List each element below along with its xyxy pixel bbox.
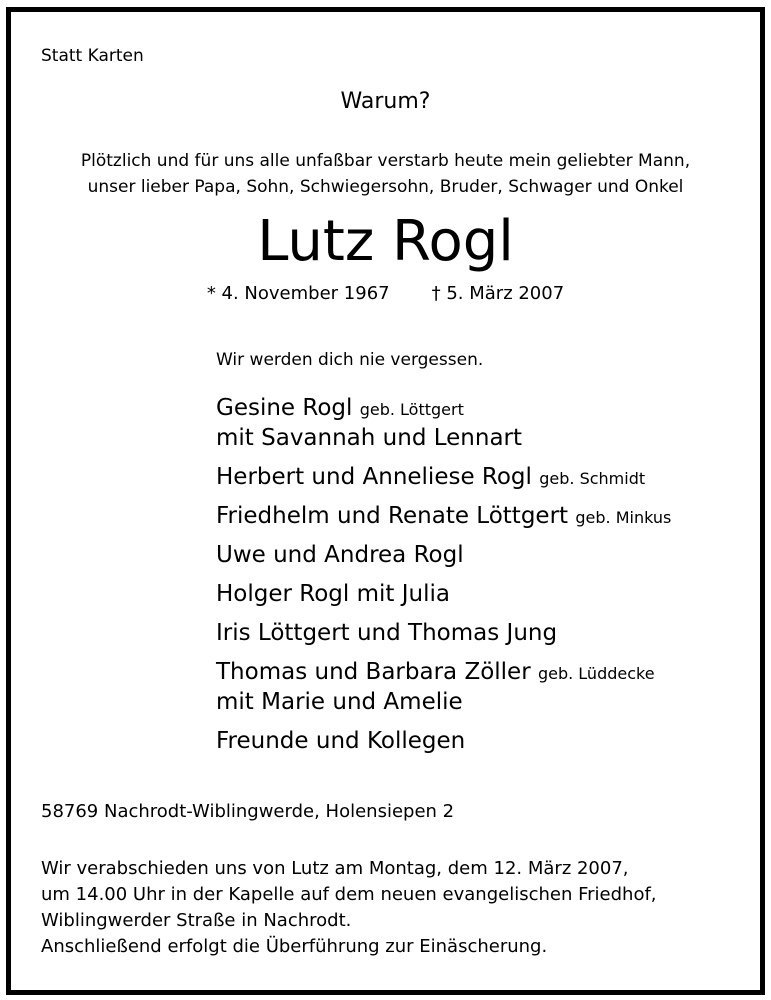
mourner-line xyxy=(216,466,645,489)
maiden-name: geb. Löttgert xyxy=(359,400,464,419)
mourner-line xyxy=(216,622,557,645)
statt-karten-label: Statt Karten xyxy=(41,46,144,66)
mourner-name: Gesine Rogl xyxy=(216,395,353,421)
obituary-notice xyxy=(6,7,765,995)
mourner-line xyxy=(216,583,450,606)
cremation-note: Anschließend erfolgt die Überführung zur Einäscherung. xyxy=(41,936,548,957)
mourner-line xyxy=(216,505,671,528)
mourner-line xyxy=(216,544,464,567)
mourner-name: Iris Löttgert und Thomas Jung xyxy=(216,620,558,646)
mourner-line xyxy=(216,397,464,420)
mourner-name: mit Savannah und Lennart xyxy=(216,425,523,451)
deceased-name: Lutz Rogl xyxy=(257,209,514,274)
mourner-line xyxy=(216,730,465,753)
maiden-name: geb. Schmidt xyxy=(539,469,646,488)
maiden-name: geb. Lüddecke xyxy=(537,664,655,683)
mourner-name: mit Marie und Amelie xyxy=(216,689,463,715)
funeral-details xyxy=(41,856,657,934)
mourner-line xyxy=(216,691,463,714)
warum-heading: Warum? xyxy=(340,89,431,114)
motto: Wir werden dich nie vergessen. xyxy=(216,350,484,370)
address: 58769 Nachrodt-Wiblingwerde, Holensiepen 2 xyxy=(41,801,455,822)
funeral-line-2: um 14.00 Uhr in der Kapelle auf dem neuen evangelischen Friedhof, xyxy=(41,884,657,905)
mourner-name: Uwe und Andrea Rogl xyxy=(216,542,464,568)
mourner-name: Freunde und Kollegen xyxy=(216,728,466,754)
mourner-name: Holger Rogl mit Julia xyxy=(216,581,450,607)
funeral-line-1: Wir verabschieden uns von Lutz am Montag, dem 12. März 2007, xyxy=(41,858,629,879)
intro-line-1: Plötzlich und für uns alle unfaßbar verstarb heute mein geliebter Mann, xyxy=(80,151,691,171)
mourner-name: Herbert und Anneliese Rogl xyxy=(216,464,532,490)
maiden-name: geb. Minkus xyxy=(575,508,672,527)
life-dates xyxy=(11,283,760,304)
mourner-name: Thomas und Barbara Zöller xyxy=(216,659,531,685)
death-date: † 5. März 2007 xyxy=(431,283,565,304)
funeral-line-3: Wiblingwerder Straße in Nachrodt. xyxy=(41,910,352,931)
intro-line-2: unser lieber Papa, Sohn, Schwiegersohn, Bruder, Schwager und Onkel xyxy=(87,177,684,197)
mourner-line xyxy=(216,427,522,450)
birth-date: * 4. November 1967 xyxy=(206,283,390,304)
mourner-line xyxy=(216,661,655,684)
mourner-name: Friedhelm und Renate Löttgert xyxy=(216,503,569,529)
